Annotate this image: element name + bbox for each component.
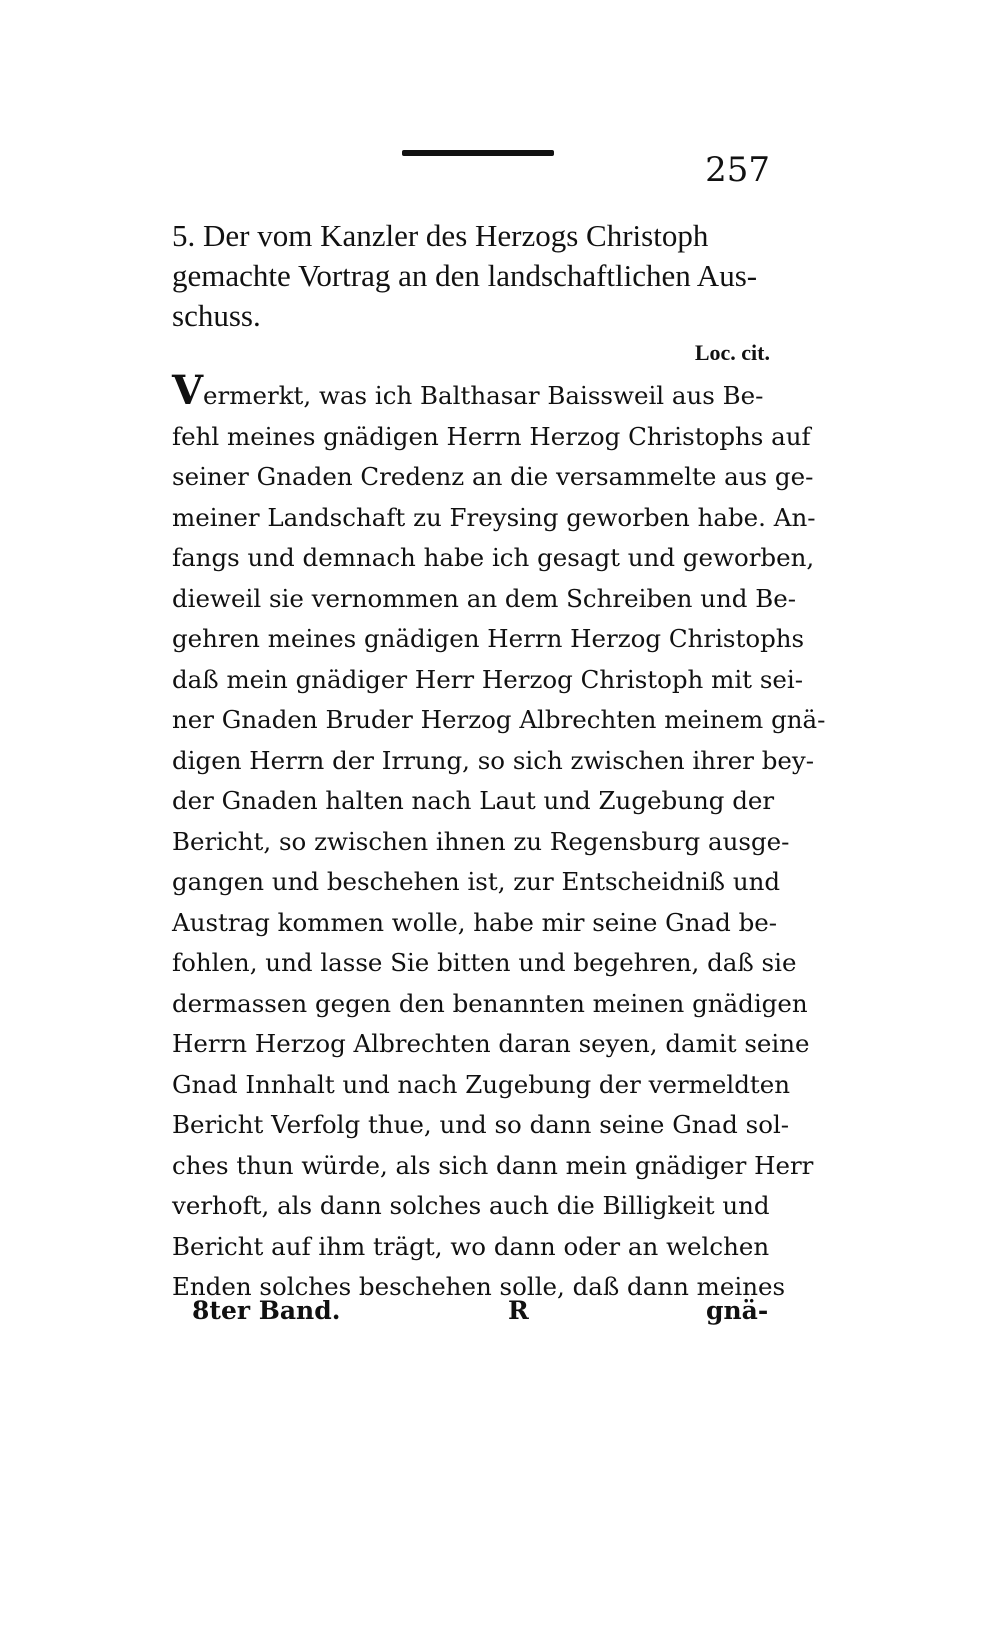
- body-line: Bericht, so zwischen ihnen zu Regensburg ausge-: [172, 826, 790, 856]
- header-rule: [402, 150, 554, 156]
- heading-line: gemachte Vortrag an den landschaftlichen Aus-: [172, 258, 758, 293]
- body-line: dermassen gegen den benannten meinen gnädigen: [172, 988, 808, 1018]
- body-line: verhoft, als dann solches auch die Billigkeit und: [172, 1191, 770, 1220]
- signature-mark: 8ter Band.: [192, 1296, 341, 1325]
- body-line: [172, 367, 792, 417]
- body-line: seiner Gnaden Credenz an die versammelte aus ge-: [172, 462, 814, 491]
- body-line: ner Gnaden Bruder Herzog Albrechten meinem gnä-: [172, 705, 826, 734]
- body-line: Bericht Verfolg thue, und so dann seine Gnad sol-: [172, 1110, 790, 1139]
- body-line: dieweil sie vernommen an dem Schreiben und Be-: [172, 583, 797, 613]
- body-line: Herrn Herzog Albrechten daran seyen, damit seine: [172, 1029, 810, 1058]
- body-text: [172, 367, 826, 1308]
- section-heading: [172, 216, 792, 336]
- body-line-text: ermerkt, was ich Balthasar Baissweil aus Be-: [203, 381, 764, 410]
- body-line: daß mein gnädiger Herr Herzog Christoph mit sei-: [172, 664, 804, 694]
- body-line: Gnad Innhalt und nach Zugebung der vermeldten: [172, 1069, 791, 1099]
- body-line: gangen und beschehen ist, zur Entscheidniß und: [172, 867, 781, 896]
- initial-letter: V: [172, 367, 204, 414]
- source-reference: Loc. cit.: [694, 340, 770, 365]
- body-line: gehren meines gnädigen Herrn Herzog Christophs: [172, 624, 805, 653]
- body-line: der Gnaden halten nach Laut und Zugebung der: [172, 786, 775, 815]
- body-line: fangs und demnach habe ich gesagt und geworben,: [172, 543, 815, 572]
- body-line: ches thun würde, als sich dann mein gnädiger Herr: [172, 1150, 814, 1180]
- body-line: meiner Landschaft zu Freysing geworben habe. An-: [172, 502, 816, 532]
- sheet-mark: R: [508, 1296, 529, 1325]
- body-line: Austrag kommen wolle, habe mir seine Gnad be-: [172, 907, 778, 937]
- body-line: Enden solches beschehen solle, daß dann meines: [172, 1272, 786, 1301]
- body-line: fehl meines gnädigen Herrn Herzog Christophs auf: [172, 421, 811, 451]
- page-number: 257: [705, 150, 770, 190]
- catchword: gnä-: [706, 1296, 769, 1325]
- heading-line: 5. Der vom Kanzler des Herzogs Christoph: [172, 218, 709, 253]
- body-line: fohlen, und lasse Sie bitten und begehren, daß sie: [172, 948, 797, 977]
- body-line: digen Herrn der Irrung, so sich zwischen ihrer bey-: [172, 745, 815, 775]
- body-line: Bericht auf ihm trägt, wo dann oder an welchen: [172, 1231, 770, 1261]
- heading-line: schuss.: [172, 298, 261, 333]
